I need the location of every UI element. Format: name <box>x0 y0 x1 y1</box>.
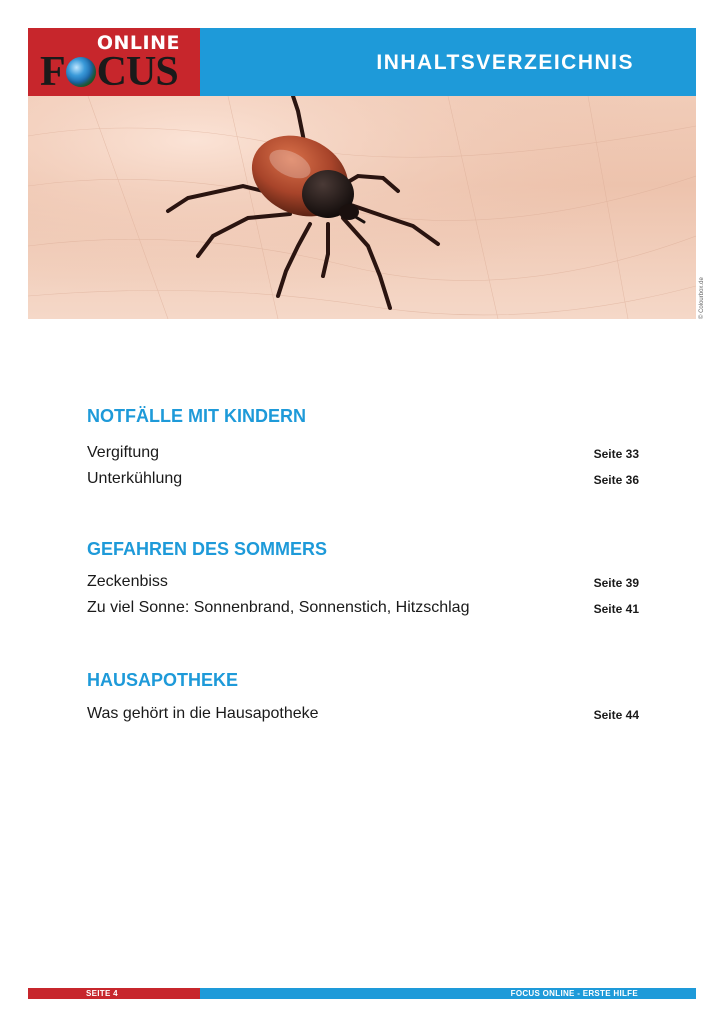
page-header <box>28 28 696 96</box>
page-title: INHALTSVERZEICHNIS <box>376 51 634 74</box>
toc-entry[interactable] <box>87 442 639 464</box>
section-heading-notfaelle: NOTFÄLLE MIT KINDERN <box>87 406 306 426</box>
page-footer <box>28 988 696 999</box>
toc-entry[interactable] <box>87 597 639 619</box>
footer-red-bar <box>28 988 200 999</box>
toc-entry[interactable] <box>87 468 639 490</box>
toc-entry[interactable] <box>87 571 639 593</box>
logo-focus-wordmark <box>40 49 178 95</box>
logo-focus-right: CUS <box>96 49 178 95</box>
footer-blue-bar <box>200 988 696 999</box>
focus-online-logo <box>28 28 200 96</box>
title-banner <box>200 28 696 96</box>
logo-online-text: ONLINE <box>96 32 180 54</box>
photo-credit: © Colourbox.de <box>699 277 705 319</box>
section-heading-hausapotheke: HAUSAPOTHEKE <box>87 670 239 690</box>
toc-entry-title: Vergiftung <box>87 444 160 461</box>
toc-entry[interactable] <box>87 703 639 725</box>
tick-photo <box>28 96 696 319</box>
toc-entry-title: Zeckenbiss <box>87 573 168 590</box>
toc-entry-title: Unterkühlung <box>87 470 183 487</box>
logo-focus-left: F <box>40 49 65 95</box>
footer-page-number: SEITE 4 <box>86 989 118 998</box>
toc-entry-title: Zu viel Sonne: Sonnenbrand, Sonnenstich, Hitzschlag <box>87 599 470 616</box>
tick-illustration <box>28 96 696 319</box>
footer-publication: FOCUS ONLINE - ERSTE HILFE <box>510 989 638 998</box>
toc-entry-page: Seite 41 <box>593 602 639 616</box>
toc-entry-page: Seite 36 <box>593 473 639 487</box>
toc-entry-title: Was gehört in die Hausapotheke <box>87 705 319 722</box>
toc-entry-page: Seite 33 <box>593 447 639 461</box>
globe-icon <box>66 57 96 87</box>
section-heading-sommer: GEFAHREN DES SOMMERS <box>87 539 328 559</box>
toc-entry-page: Seite 44 <box>593 708 639 722</box>
toc-entry-page: Seite 39 <box>593 576 639 590</box>
